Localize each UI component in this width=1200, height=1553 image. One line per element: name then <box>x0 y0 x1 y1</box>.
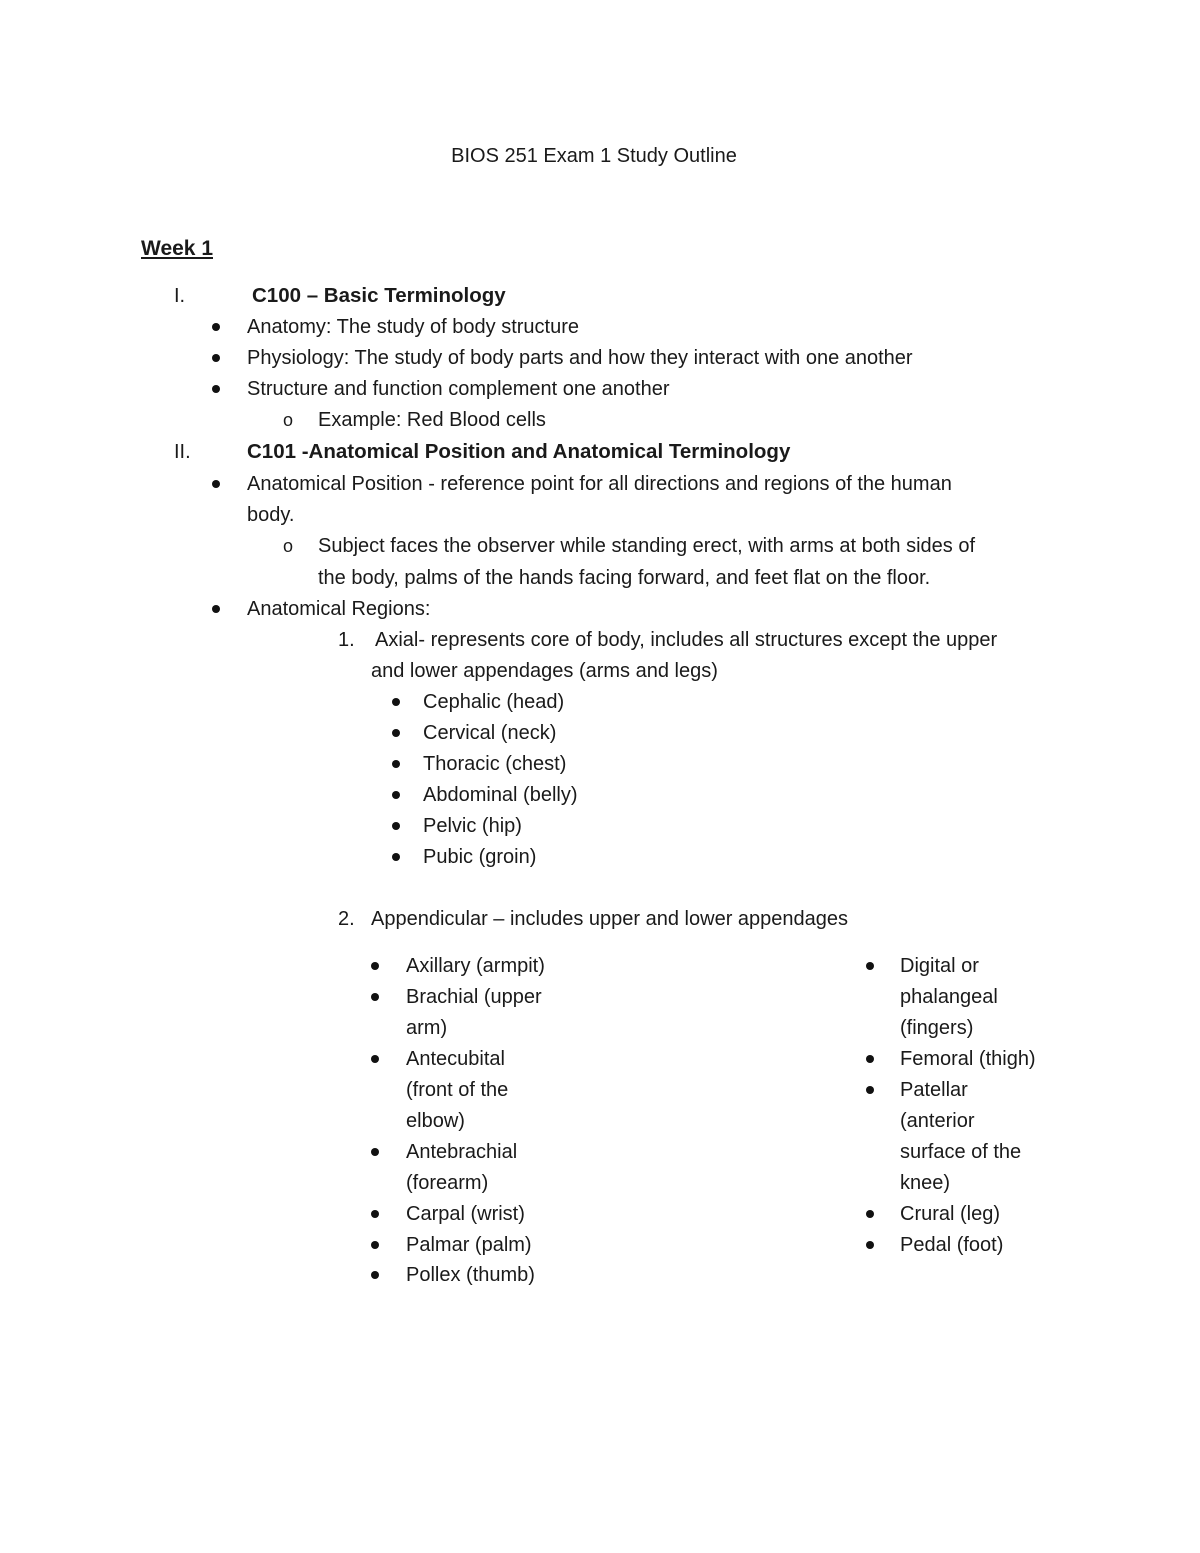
appendicular-left-item-cont: (front of the <box>406 1079 509 1101</box>
anatomical-regions-label: Anatomical Regions: <box>247 598 431 620</box>
axial-region-item: Cervical (neck) <box>423 722 557 744</box>
bullet-icon <box>392 729 400 737</box>
bullet-icon <box>371 1055 379 1063</box>
bullet-icon <box>371 1241 379 1249</box>
bullet-icon <box>392 760 400 768</box>
section-2-heading: C101 -Anatomical Position and Anatomical Terminology <box>247 440 791 463</box>
document-title: BIOS 251 Exam 1 Study Outline <box>451 145 737 167</box>
bullet-icon <box>392 698 400 706</box>
bullet-icon <box>866 1055 874 1063</box>
appendicular-right-item: Pedal (foot) <box>900 1234 1004 1256</box>
appendicular-right-item-cont: (anterior <box>900 1110 975 1132</box>
appendicular-right-item: Digital or <box>900 955 979 977</box>
axial-line-1: Axial- represents core of body, includes all structures except the upper <box>375 629 998 651</box>
appendicular-left-item: Palmar (palm) <box>406 1234 532 1256</box>
section-1-heading: C100 – Basic Terminology <box>252 284 506 307</box>
bullet-icon <box>392 822 400 830</box>
bullet-icon <box>371 993 379 1001</box>
bullet-icon <box>212 480 220 488</box>
anatomical-position-line-2: body. <box>247 504 295 526</box>
bullet-icon <box>212 323 220 331</box>
axial-line-2: and lower appendages (arms and legs) <box>371 660 718 682</box>
appendicular-text: Appendicular – includes upper and lower appendages <box>371 908 849 930</box>
week-heading: Week 1 <box>141 237 213 260</box>
appendicular-left-item-cont: (forearm) <box>406 1172 489 1194</box>
axial-number: 1. <box>338 629 355 651</box>
bullet-icon <box>212 354 220 362</box>
bullet-icon <box>212 385 220 393</box>
anatomical-position-line-1: Anatomical Position - reference point for all directions and regions of the human <box>247 473 952 495</box>
section-1-sub-item: Example: Red Blood cells <box>318 409 546 431</box>
circle-bullet-icon: o <box>283 536 294 556</box>
appendicular-right-item: Femoral (thigh) <box>900 1048 1036 1070</box>
appendicular-left-item: Brachial (upper <box>406 986 542 1008</box>
bullet-icon <box>371 1210 379 1218</box>
axial-region-item: Pelvic (hip) <box>423 815 522 837</box>
section-1-bullet-2: Physiology: The study of body parts and how they interact with one another <box>247 347 913 369</box>
bullet-icon <box>866 1241 874 1249</box>
bullet-icon <box>392 853 400 861</box>
section-2-numeral: II. <box>174 441 191 463</box>
bullet-icon <box>866 962 874 970</box>
bullet-icon <box>866 1210 874 1218</box>
bullet-icon <box>371 962 379 970</box>
position-description-line-2: the body, palms of the hands facing forward, and feet flat on the floor. <box>318 567 931 589</box>
axial-region-item: Pubic (groin) <box>423 846 537 868</box>
appendicular-number: 2. <box>338 908 355 930</box>
axial-region-item: Thoracic (chest) <box>423 753 567 775</box>
appendicular-left-item: Antebrachial <box>406 1141 518 1163</box>
appendicular-left-item: Axillary (armpit) <box>406 955 545 977</box>
bullet-icon <box>212 605 220 613</box>
appendicular-right-item-cont: knee) <box>900 1172 951 1194</box>
appendicular-right-item: Patellar <box>900 1079 968 1101</box>
position-description-line-1: Subject faces the observer while standing erect, with arms at both sides of <box>318 535 976 557</box>
bullet-icon <box>392 791 400 799</box>
bullet-icon <box>866 1086 874 1094</box>
appendicular-right-item-cont: phalangeal <box>900 986 998 1008</box>
bullet-icon <box>371 1148 379 1156</box>
bullet-icon <box>371 1271 379 1279</box>
appendicular-left-item: Pollex (thumb) <box>406 1264 535 1286</box>
appendicular-left-item-cont: elbow) <box>406 1110 465 1132</box>
axial-region-item: Abdominal (belly) <box>423 784 578 806</box>
appendicular-right-item-cont: surface of the <box>900 1141 1022 1163</box>
circle-bullet-icon: o <box>283 410 294 430</box>
appendicular-right-item-cont: (fingers) <box>900 1017 974 1039</box>
appendicular-left-item: Antecubital <box>406 1048 505 1070</box>
section-1-bullet-1: Anatomy: The study of body structure <box>247 316 580 338</box>
appendicular-right-item: Crural (leg) <box>900 1203 1001 1225</box>
appendicular-left-item: Carpal (wrist) <box>406 1203 525 1225</box>
axial-region-item: Cephalic (head) <box>423 691 565 713</box>
appendicular-left-item-cont: arm) <box>406 1017 448 1039</box>
section-1-bullet-3: Structure and function complement one another <box>247 378 670 400</box>
section-1-numeral: I. <box>174 285 186 307</box>
